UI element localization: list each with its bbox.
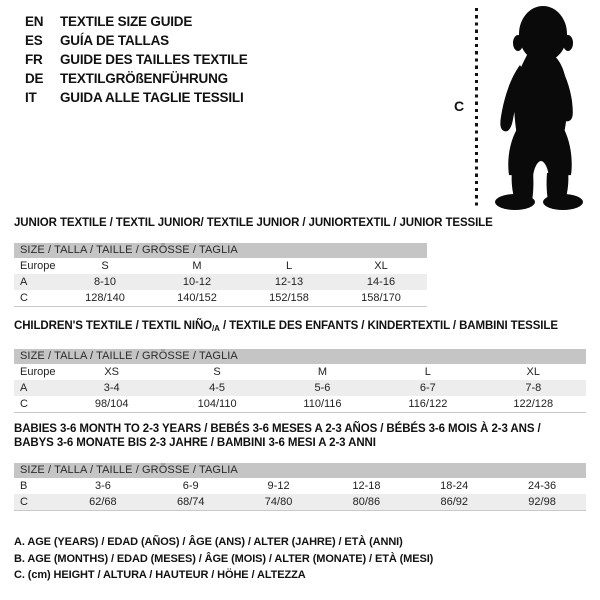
language-code: DE — [25, 71, 44, 86]
language-row-es — [25, 31, 248, 50]
measurement-figure — [440, 0, 600, 215]
section-title-line2: BABYS 3-6 MONATE BIS 2-3 JAHRE / BAMBINI 3-6 MESI A 2-3 ANNI — [14, 437, 376, 449]
language-code: IT — [25, 90, 37, 105]
table-header-row — [14, 258, 427, 274]
header-cell: M — [317, 366, 328, 378]
section-title-subscript: /A — [212, 324, 220, 333]
footnote-age-months: B. AGE (MONTHS) / EDAD (MESES) / ÂGE (MOIS) / ALTER (MONATE) / ETÀ (MESI) — [14, 552, 434, 565]
value-cell: 10-12 — [182, 276, 212, 288]
value-cell: 140/152 — [177, 292, 217, 304]
section-junior-textile — [14, 216, 493, 307]
value-cell: 14-16 — [366, 276, 396, 288]
language-row-it — [25, 88, 248, 107]
language-label: TEXTILE SIZE GUIDE — [60, 14, 193, 29]
value-cell: 92/98 — [528, 496, 556, 508]
header-cell: L — [285, 260, 293, 272]
section-children-textile — [14, 319, 586, 413]
language-label: GUÍA DE TALLAS — [60, 33, 169, 48]
size-bar: SIZE / TALLA / TAILLE / GRÖSSE / TAGLIA — [14, 463, 586, 478]
row-label-cell: C — [20, 398, 28, 410]
table-header-row — [14, 364, 586, 380]
header-cell: M — [192, 260, 202, 272]
section-title-text: / TEXTILE DES ENFANTS / KINDERTEXTIL / BAMBINI TESSILE — [219, 320, 558, 332]
section-title-text: CHILDREN'S TEXTILE / TEXTIL NIÑO — [14, 320, 213, 332]
row-label-cell: A — [20, 276, 28, 288]
value-cell: 9-12 — [267, 480, 290, 492]
header-cell: XL — [526, 366, 541, 378]
table-row-height — [14, 290, 427, 307]
value-cell: 122/128 — [513, 398, 554, 410]
row-label-cell: B — [20, 480, 28, 492]
value-cell: 8-10 — [93, 276, 117, 288]
value-cell: 12-13 — [274, 276, 304, 288]
table-row-height — [14, 396, 586, 413]
value-cell: 98/104 — [94, 398, 129, 410]
header-cell: Europe — [20, 260, 56, 272]
footnote-height: C. (cm) HEIGHT / ALTURA / HAUTEUR / HÖHE / ALTEZZA — [14, 569, 306, 581]
value-cell: 86/92 — [440, 496, 468, 508]
size-bar: SIZE / TALLA / TAILLE / GRÖSSE / TAGLIA — [14, 349, 586, 364]
value-cell: 80/86 — [352, 496, 381, 508]
row-label-cell: A — [20, 382, 28, 394]
height-marker-label: C — [454, 98, 465, 114]
value-cell: 74/80 — [264, 496, 293, 508]
value-cell: 68/74 — [176, 496, 205, 508]
language-label: GUIDE DES TAILLES TEXTILE — [60, 52, 248, 67]
value-cell: 7-8 — [525, 382, 542, 394]
header-cell: Europe — [20, 366, 56, 378]
table-row-height — [14, 494, 586, 511]
value-cell: 18-24 — [440, 480, 469, 492]
babies-size-table — [14, 478, 586, 511]
value-cell: 158/170 — [361, 292, 401, 304]
table-row-age — [14, 274, 427, 290]
value-cell: 6-9 — [182, 480, 199, 492]
language-row-fr — [25, 50, 248, 69]
height-marker-dashed-line — [475, 8, 478, 206]
row-label-cell: C — [20, 496, 28, 508]
value-cell: 3-4 — [103, 382, 120, 394]
header-cell: S — [213, 366, 221, 378]
size-bar: SIZE / TALLA / TAILLE / GRÖSSE / TAGLIA — [14, 243, 427, 258]
value-cell: 62/68 — [89, 496, 117, 508]
table-row-age — [14, 478, 586, 494]
header-cell: L — [424, 366, 431, 378]
value-cell: 4-5 — [209, 382, 226, 394]
value-cell: 116/122 — [408, 398, 448, 410]
children-size-table — [14, 364, 586, 413]
value-cell: 5-6 — [314, 382, 331, 394]
value-cell: 24-36 — [528, 480, 557, 492]
value-cell: 110/116 — [303, 398, 342, 410]
footnote-age-years: A. AGE (YEARS) / EDAD (AÑOS) / ÂGE (ANS) / ALTER (JAHRE) / ETÀ (ANNI) — [14, 536, 403, 548]
junior-size-table — [14, 258, 427, 307]
section-title — [14, 319, 586, 336]
language-label: TEXTILGRÖßENFÜHRUNG — [60, 71, 228, 86]
header-cell: XL — [374, 260, 388, 272]
language-list — [25, 12, 248, 107]
baby-silhouette-icon — [487, 3, 593, 211]
value-cell: 12-18 — [352, 480, 381, 492]
language-code: ES — [25, 33, 43, 48]
header-cell: XS — [104, 366, 120, 378]
language-row-en — [25, 12, 248, 31]
value-cell: 152/158 — [269, 292, 309, 304]
section-title-line1: BABIES 3-6 MONTH TO 2-3 YEARS / BEBÉS 3-6 MESES A 2-3 AÑOS / BÉBÉS 3-6 MOIS À 2-3 ANS / — [14, 423, 541, 435]
language-code: FR — [25, 52, 43, 67]
language-code: EN — [25, 14, 44, 29]
header-cell: S — [101, 260, 109, 272]
value-cell: 3-6 — [94, 480, 111, 492]
value-cell: 6-7 — [419, 382, 436, 394]
section-babies-textile — [14, 422, 586, 511]
language-label: GUIDA ALLE TAGLIE TESSILI — [60, 90, 244, 105]
table-row-age — [14, 380, 586, 396]
value-cell: 104/110 — [197, 398, 237, 410]
value-cell: 128/140 — [85, 292, 125, 304]
section-title: JUNIOR TEXTILE / TEXTIL JUNIOR/ TEXTILE JUNIOR / JUNIORTEXTIL / JUNIOR TESSILE — [14, 217, 493, 229]
row-label-cell: C — [20, 292, 28, 304]
language-row-de — [25, 69, 248, 88]
footnotes — [14, 534, 433, 584]
